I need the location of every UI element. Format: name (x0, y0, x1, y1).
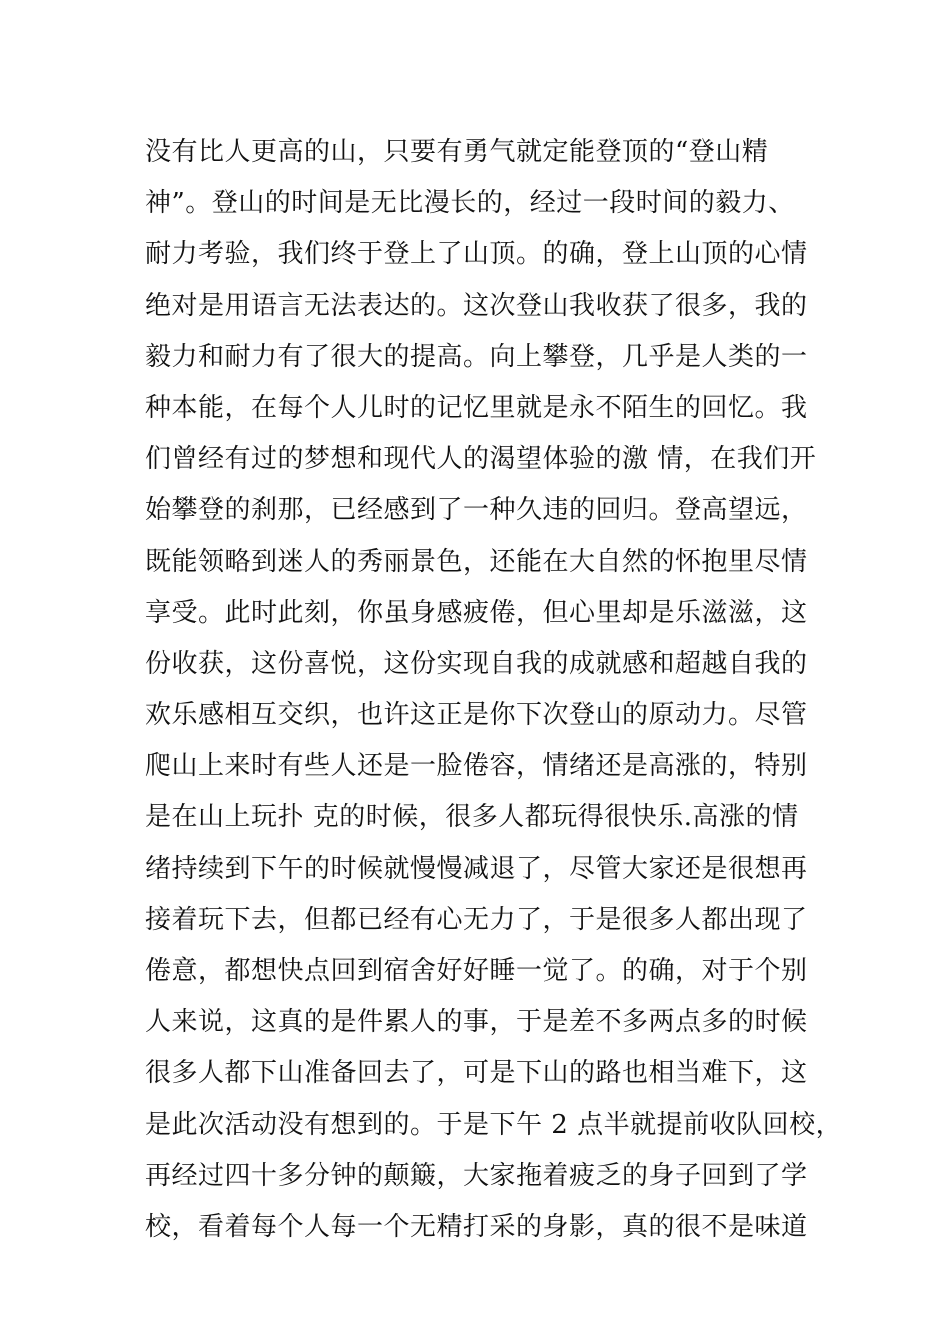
body-text (145, 127, 843, 1253)
text-line: 绪持续到下午的时候就慢慢减退了，尽管大家还是很想再 (145, 853, 808, 884)
text-line: 爬山上来时有些人还是一脸倦容，情绪还是高涨的，特别 (145, 751, 808, 782)
text-line: 人来说，这真的是件累人的事，于是差不多两点多的时候 (145, 1007, 808, 1038)
text-line: 神”。登山的时间是无比漫长的，经过一段时间的毅力、 (145, 188, 795, 219)
text-line: 毅力和耐力有了很大的提高。向上攀登，几乎是人类的一 (145, 341, 808, 372)
text-line: 份收获，这份喜悦，这份实现自我的成就感和超越自我的 (145, 648, 808, 679)
text-line: 校，看着每个人每一个无精打采的身影，真的很不是味道 (145, 1211, 808, 1242)
text-line: 再经过四十多分钟的颠簸，大家拖着疲乏的身子回到了学 (145, 1160, 808, 1191)
text-line: 倦意，都想快点回到宿舍好好睡一觉了。的确，对于个别 (145, 956, 808, 986)
text-line: 没有比人更高的山，只要有勇气就定能登顶的“登山精 (145, 137, 769, 167)
text-line: 们曾经有过的梦想和现代人的渴望体验的激 情，在我们开 (145, 444, 817, 475)
text-line: 始攀登的刹那，已经感到了一种久违的回归。登高望远， (145, 495, 808, 526)
text-line: 很多人都下山准备回去了，可是下山的路也相当难下，这 (145, 1058, 808, 1089)
text-line: 既能领略到迷人的秀丽景色，还能在大自然的怀抱里尽情 (145, 546, 808, 577)
text-line: 接着玩下去，但都已经有心无力了，于是很多人都出现了 (145, 904, 808, 935)
text-line: 绝对是用语言无法表达的。这次登山我收获了很多，我的 (145, 290, 808, 321)
text-line: 耐力考验，我们终于登上了山顶。的确，登上山顶的心情 (145, 239, 808, 270)
text-line: 享受。此时此刻，你虽身感疲倦，但心里却是乐滋滋，这 (145, 597, 808, 628)
text-line: 是此次活动没有想到的。于是下午 2 点半就提前收队回校， (145, 1109, 843, 1140)
text-line: 种本能，在每个人儿时的记忆里就是永不陌生的回忆。我 (145, 392, 808, 423)
text-line: 是在山上玩扑 克的时候，很多人都玩得很快乐.高涨的情 (145, 802, 799, 833)
text-line: 欢乐感相互交织，也许这正是你下次登山的原动力。尽管 (145, 700, 808, 731)
